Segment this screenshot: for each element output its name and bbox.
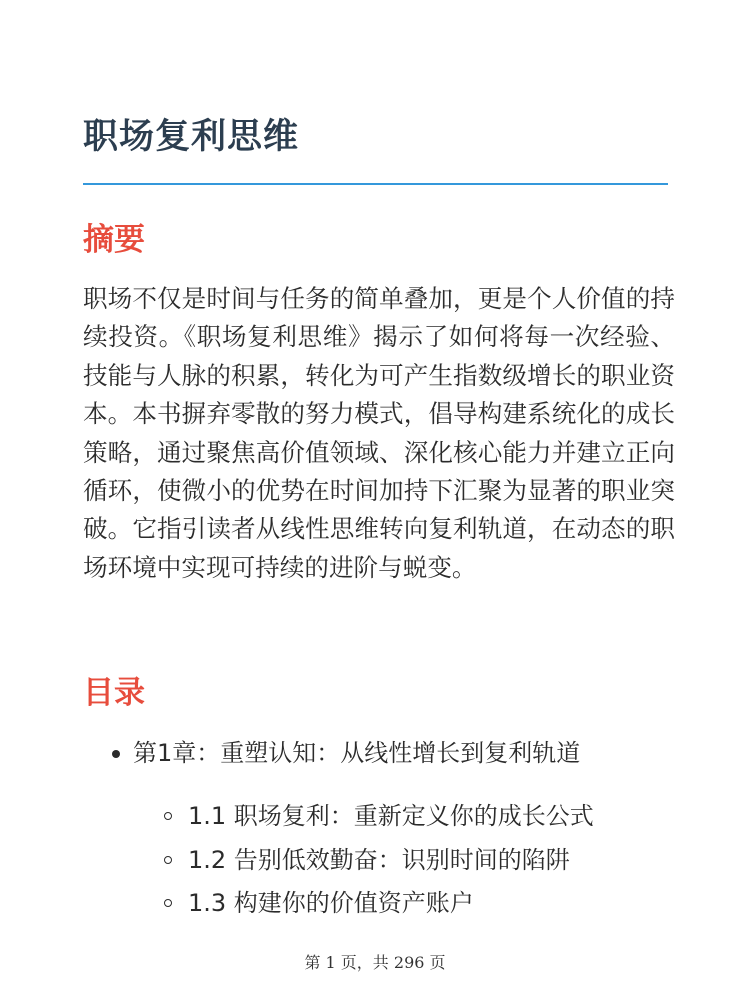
toc-chapter-1 [83, 735, 683, 917]
bullet-circle-icon [164, 856, 172, 864]
toc-section-label: 1.3 构建你的价值资产账户 [188, 889, 474, 917]
toc-section-1-2 [83, 839, 683, 883]
toc-list [83, 735, 683, 917]
bullet-circle-icon [164, 899, 172, 907]
document-title: 职场复利思维 [83, 117, 300, 157]
toc-chapter-label: 第1章：重塑认知：从线性增长到复利轨道 [133, 739, 581, 767]
toc-section-list [83, 795, 683, 926]
toc-section-label: 1.2 告别低效勤奋：识别时间的陷阱 [188, 845, 570, 874]
page-footer: 第 1 页，共 296 页 [304, 953, 446, 972]
toc-section-1-1 [83, 795, 683, 839]
title-divider [83, 183, 668, 185]
abstract-heading: 摘要 [83, 222, 145, 258]
toc-section-label: 1.1 职场复利：重新定义你的成长公式 [188, 802, 594, 830]
bullet-circle-icon [164, 812, 172, 820]
toc-section-1-3 [83, 882, 683, 926]
abstract-paragraph: 职场不仅是时间与任务的简单叠加，更是个人价值的持续投资。《职场复利思维》揭示了如何将每一次经验、技能与人脉的积累，转化为可产生指数级增长的职业资本。本书摒弃零散的努力模式，倡导构建系统化的成长策略，通过聚焦高价值领域、深化核心能力并建立正向循环，使微小的优势在时间加持下汇聚为显著的职业突破。它指引读者从线性思维转向复利轨道，在动态的职场环境中实现可持续的进阶与蜕变。 [83, 284, 675, 582]
toc-heading: 目录 [83, 675, 145, 711]
bullet-disc-icon [112, 750, 120, 758]
